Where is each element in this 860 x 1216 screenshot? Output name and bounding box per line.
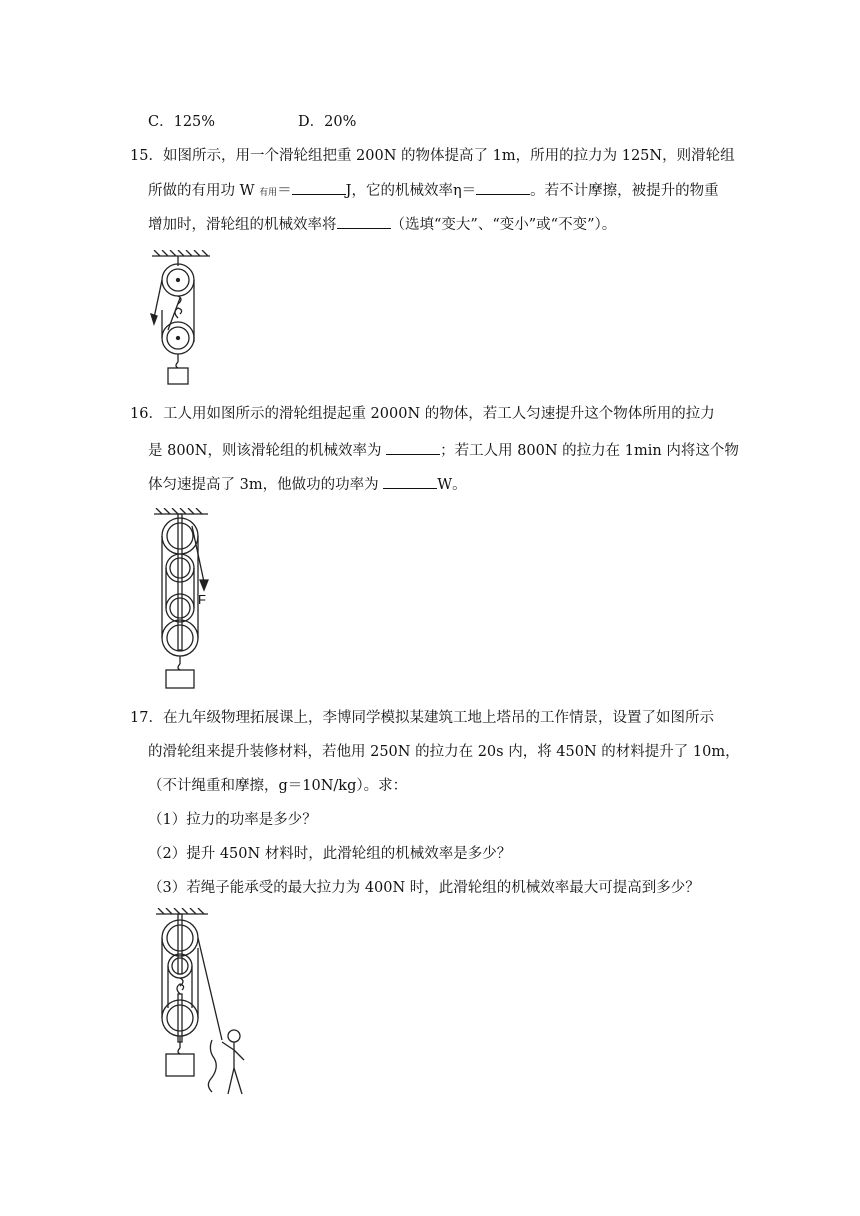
q16-line-1: 16．工人用如图所示的滑轮组提起重 2000N 的物体，若工人匀速提升这个物体所用的拉力	[130, 406, 715, 422]
force-label-f: F	[198, 592, 206, 607]
q16-text-a: 是 800N，则该滑轮组的机械效率为	[148, 443, 387, 459]
q16-line-2	[148, 440, 739, 461]
option-c: C．125%	[148, 114, 216, 130]
q15-blank-1[interactable]	[292, 180, 346, 195]
q15-subscript: 有用	[259, 188, 278, 198]
pulley-figure-15	[148, 250, 218, 390]
q16-blank-1[interactable]	[386, 440, 440, 455]
q15-text-d: 。若不计摩擦，被提升的物重	[530, 183, 719, 199]
q15-text-f: （选填“变大”、“变小”或“不变”）。	[390, 217, 617, 233]
q17-line-1: 17．在九年级物理拓展课上，李博同学模拟某建筑工地上塔吊的工作情景，设置了如图所示	[130, 710, 714, 726]
q16-text-c: 体匀速提高了 3m，他做功的功率为	[148, 477, 384, 493]
q16-text-b: ；若工人用 800N 的拉力在 1min 内将这个物	[440, 443, 739, 459]
q15-text-c: J，它的机械效率η＝	[345, 183, 477, 199]
q15-line-2	[148, 180, 719, 203]
q17-sub-3: （3）若绳子能承受的最大拉力为 400N 时，此滑轮组的机械效率最大可提高到多少？	[148, 880, 700, 896]
q15-line-1: 15．如图所示，用一个滑轮组把重 200N 的物体提高了 1m，所用的拉力为 125N，则滑轮组	[130, 148, 735, 164]
q17-sub-2: （2）提升 450N 材料时，此滑轮组的机械效率是多少？	[148, 846, 512, 862]
option-d: D．20%	[298, 114, 357, 130]
q15-blank-2[interactable]	[476, 180, 530, 195]
q16-line-3	[148, 474, 467, 495]
q15-text-b: ＝	[277, 183, 292, 199]
q15-line-3	[148, 214, 616, 235]
q16-text-d: W。	[437, 477, 467, 493]
q16-blank-2[interactable]	[383, 474, 437, 489]
pulley-figure-16	[150, 508, 220, 692]
q15-text-e: 增加时，滑轮组的机械效率将	[148, 217, 337, 233]
q17-line-3: （不计绳重和摩擦，g＝10N/kg）。求：	[148, 778, 408, 794]
pulley-figure-17	[152, 908, 262, 1102]
q17-sub-1: （1）拉力的功率是多少？	[148, 812, 317, 828]
q15-blank-3[interactable]	[337, 214, 391, 229]
q17-line-2: 的滑轮组来提升装修材料，若他用 250N 的拉力在 20s 内，将 450N 的材料提升了 10m，	[148, 744, 740, 760]
q15-text-a: 所做的有用功 W	[148, 183, 260, 199]
